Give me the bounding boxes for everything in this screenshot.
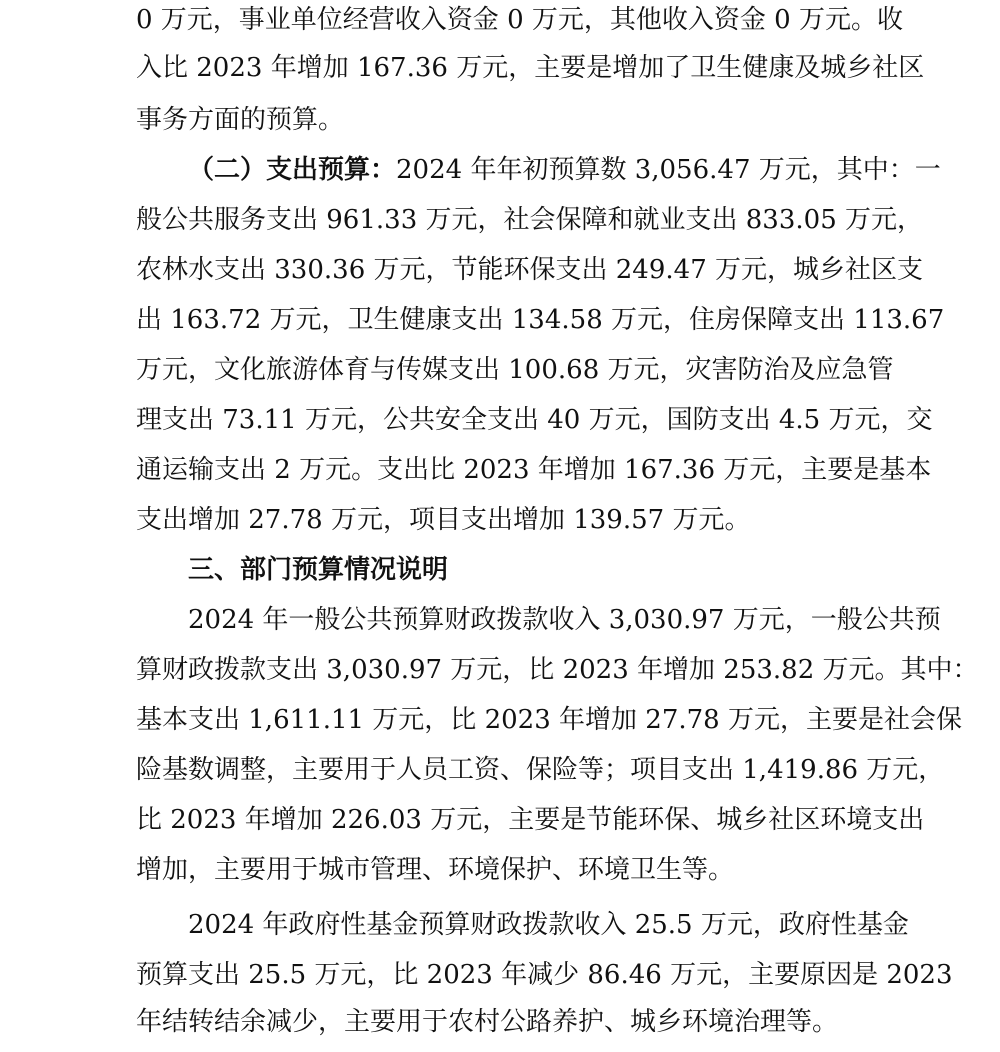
line-text: 2024 年一般公共预算财政拨款收入 3,030.97 万元，一般公共预	[188, 605, 941, 635]
text-line	[136, 0, 903, 50]
text-line	[136, 850, 881, 900]
line-text: 预算支出 25.5 万元，比 2023 年减少 86.46 万元，主要原因是 2023	[136, 960, 953, 990]
text-line	[188, 905, 909, 955]
text-line	[136, 350, 894, 400]
line-text: 万元，文化旅游体育与传媒支出 100.68 万元，灾害防治及应急管	[136, 355, 894, 385]
line-text: 般公共服务支出 961.33 万元，社会保障和就业支出 833.05 万元，	[136, 205, 924, 235]
text-line	[188, 150, 941, 200]
heading-text: 三、部门预算情况说明	[188, 555, 449, 585]
line-text: 2024 年政府性基金预算财政拨款收入 25.5 万元，政府性基金	[188, 910, 909, 940]
line-text: 基本支出 1,611.11 万元，比 2023 年增加 27.78 万元，主要是社会保	[136, 705, 962, 735]
line-text: 年结转结余减少，主要用于农村公路养护、城乡环境治理等。	[136, 1007, 839, 1037]
text-line	[136, 48, 925, 98]
line-text: 事务方面的预算。	[136, 105, 345, 135]
line-text: 入比 2023 年增加 167.36 万元，主要是增加了卫生健康及城乡社区	[136, 53, 925, 83]
line-text: 比 2023 年增加 226.03 万元，主要是节能环保、城乡社区环境支出	[136, 805, 925, 835]
text-line	[136, 1002, 881, 1052]
text-line	[136, 750, 945, 800]
text-line	[136, 650, 979, 700]
text-line	[136, 800, 925, 850]
line-text: 支出增加 27.78 万元，项目支出增加 139.57 万元。	[136, 505, 751, 535]
text-line	[136, 500, 881, 550]
line-text: 增加，主要用于城市管理、环境保护、环境卫生等。	[136, 855, 735, 885]
line-text: 农林水支出 330.36 万元，节能环保支出 249.47 万元，城乡社区支	[136, 255, 924, 285]
line-text: 通运输支出 2 万元。支出比 2023 年增加 167.36 万元，主要是基本	[136, 455, 932, 485]
section-label: （二）支出预算：	[188, 155, 397, 185]
line-text: 算财政拨款支出 3,030.97 万元，比 2023 年增加 253.82 万元。其中：	[136, 655, 979, 685]
text-line	[136, 400, 933, 450]
line-text: 险基数调整，主要用于人员工资、保险等；项目支出 1,419.86 万元，	[136, 755, 945, 785]
text-line	[188, 600, 941, 650]
text-line	[136, 700, 962, 750]
text-line	[136, 450, 932, 500]
section-heading	[188, 550, 881, 600]
line-text: 2024 年年初预算数 3,056.47 万元，其中：一	[396, 155, 941, 185]
line-text: 理支出 73.11 万元，公共安全支出 40 万元，国防支出 4.5 万元，交	[136, 405, 933, 435]
text-line	[136, 250, 924, 300]
line-text: 出 163.72 万元，卫生健康支出 134.58 万元，住房保障支出 113.67	[136, 305, 945, 335]
text-line	[136, 300, 945, 350]
text-line	[136, 100, 881, 150]
line-text: 0 万元，事业单位经营收入资金 0 万元，其他收入资金 0 万元。收	[136, 5, 903, 35]
text-line	[136, 955, 953, 1005]
text-line	[136, 200, 924, 250]
